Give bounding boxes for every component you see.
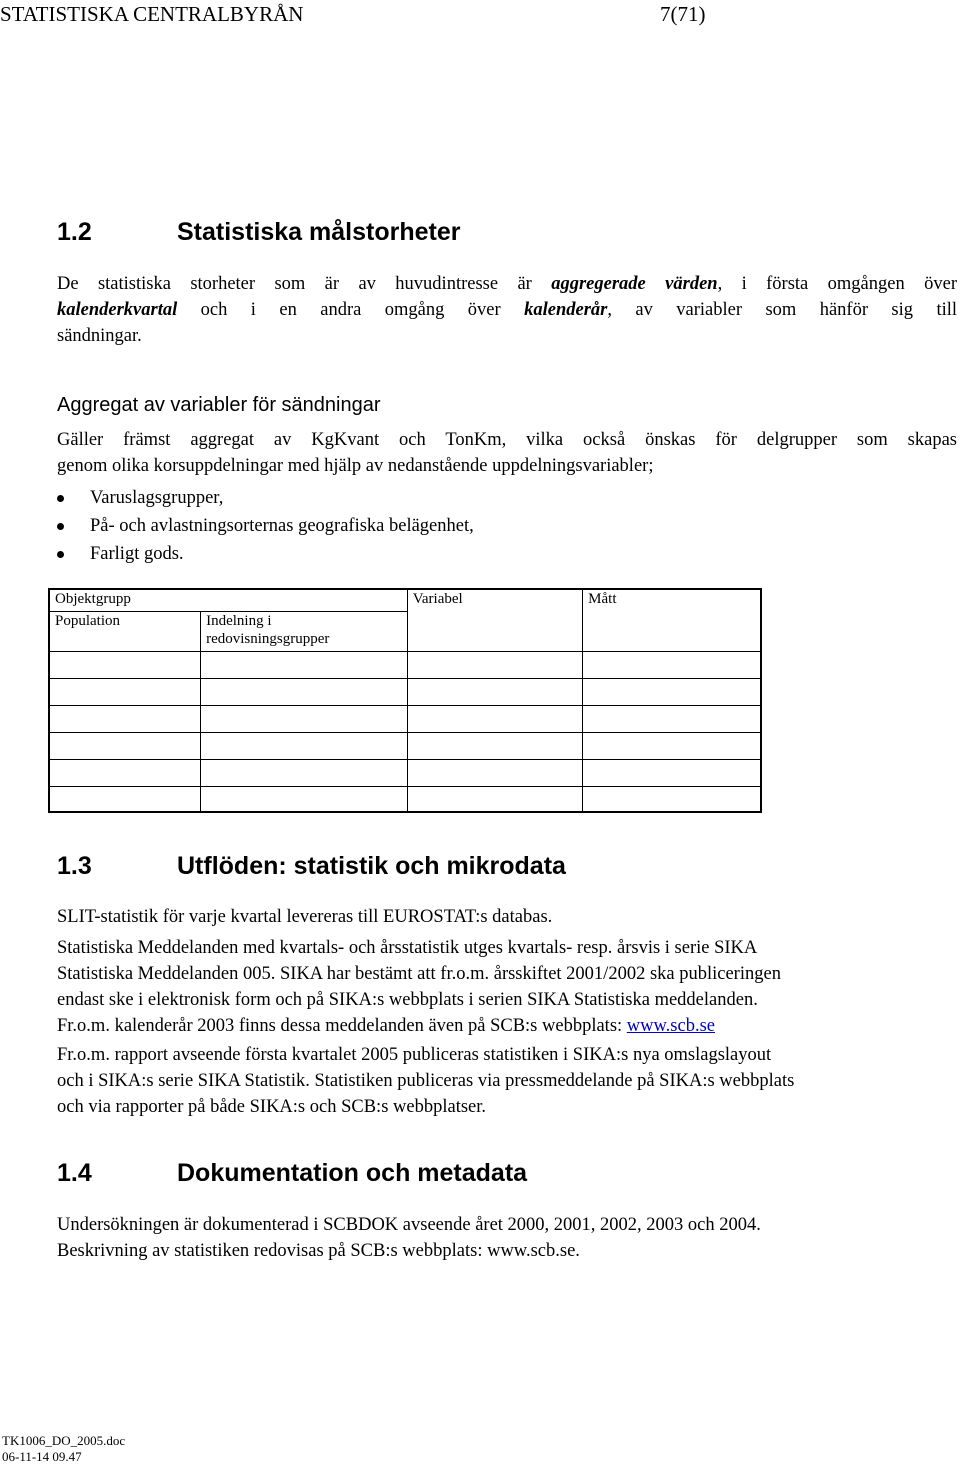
table-row: [49, 651, 761, 678]
list-item-text: Farligt gods.: [90, 544, 184, 564]
paragraph-rapport-line-2: och i SIKA:s serie SIKA Statistik. Statistiken publiceras via pressmeddelande på SIKA:s webbplats: [57, 1071, 795, 1091]
subsection-paragraph-line-1: Gäller främst aggregat av KgKvant och TonKm, vilka också önskas för delgrupper som skapas: [57, 430, 957, 450]
paragraph-sm-line-1: Statistiska Meddelanden med kvartals- och årsstatistik utges kvartals- resp. årsvis i serie SIKA: [57, 938, 758, 958]
list-item: [57, 540, 474, 568]
paragraph-sm-line-4: [57, 1013, 715, 1039]
table-header-row: [49, 589, 761, 611]
list-item-text: Varuslagsgrupper,: [90, 488, 224, 508]
text: Indelning i: [206, 612, 272, 629]
section-number: 1.4: [57, 1159, 92, 1187]
emphasis-aggregerade: aggregerade värden: [551, 274, 718, 294]
paragraph-intro-line-2: [57, 297, 957, 323]
bullet-icon: [57, 495, 64, 502]
subheader-indelning: [201, 611, 408, 651]
list-item: [57, 512, 474, 540]
list-item-text: På- och avlastningsorternas geografiska belägenhet,: [90, 516, 474, 536]
section-1-3-heading: [57, 852, 566, 881]
paragraph-scbdok: Undersökningen är dokumenterad i SCBDOK avseende året 2000, 2001, 2002, 2003 och 2004.: [57, 1215, 761, 1235]
paragraph-intro-line-3: sändningar.: [57, 326, 142, 346]
bullet-icon: [57, 551, 64, 558]
text: och i en andra omgång över: [177, 300, 525, 320]
header-matt: Mått: [583, 589, 761, 651]
paragraph-rapport-line-3: och via rapporter på både SIKA:s och SCB:s webbplatser.: [57, 1097, 487, 1117]
text: Fr.o.m. kalenderår 2003 finns dessa meddelanden även på SCB:s webbplats:: [57, 1016, 627, 1036]
section-title: Utflöden: statistik och mikrodata: [177, 852, 566, 880]
header-variabel: Variabel: [407, 589, 582, 651]
table-row: [49, 760, 761, 787]
page-number: 7(71): [660, 2, 706, 26]
paragraph-intro-line-1: [57, 271, 957, 297]
table-row: [49, 787, 761, 812]
section-number: 1.2: [57, 218, 92, 246]
paragraph-beskrivning: Beskrivning av statistiken redovisas på SCB:s webbplats: www.scb.se.: [57, 1241, 580, 1261]
section-number: 1.3: [57, 852, 92, 880]
text: redovisningsgrupper: [206, 630, 330, 647]
text: , i första omgången över: [717, 274, 957, 294]
section-1-2-heading: [57, 218, 460, 247]
scb-link[interactable]: www.scb.se: [626, 1016, 715, 1036]
table-row: [49, 678, 761, 705]
paragraph-sm-line-2: Statistiska Meddelanden 005. SIKA har bestämt att fr.o.m. årsskiftet 2001/2002 ska publiceringen: [57, 964, 781, 984]
subsection-heading: Aggregat av variabler för sändningar: [57, 394, 381, 416]
emphasis-kalenderar: kalenderår: [524, 300, 608, 320]
bullet-icon: [57, 523, 64, 530]
paragraph-sm-line-3: endast ske i elektronisk form och på SIKA:s webbplats i serien SIKA Statistiska meddelanden.: [57, 990, 758, 1010]
emphasis-kalenderkvartal: kalenderkvartal: [57, 300, 178, 320]
header-org: STATISTISKA CENTRALBYRÅN: [0, 2, 304, 26]
text: De statistiska storheter som är av huvudintresse är: [57, 274, 552, 294]
text: , av variabler som hänför sig till: [607, 300, 958, 320]
table-row: [49, 705, 761, 732]
variable-table: [48, 588, 762, 813]
paragraph-rapport-line-1: Fr.o.m. rapport avseende första kvartalet 2005 publiceras statistiken i SIKA:s nya omslagslayout: [57, 1045, 772, 1065]
header-objektgrupp: Objektgrupp: [49, 589, 407, 611]
subsection-paragraph-line-2: genom olika korsuppdelningar med hjälp av nedanstående uppdelningsvariabler;: [57, 456, 654, 476]
list-item: [57, 484, 474, 512]
footer-date: 06-11-14 09.47: [2, 1449, 82, 1464]
subheader-population: Population: [49, 611, 201, 651]
table-row: [49, 733, 761, 760]
bullet-list: [57, 484, 474, 568]
footer-filename: TK1006_DO_2005.doc: [2, 1433, 126, 1448]
paragraph-slit: SLIT-statistik för varje kvartal levereras till EUROSTAT:s databas.: [57, 907, 553, 927]
section-title: Statistiska målstorheter: [177, 218, 461, 246]
section-title: Dokumentation och metadata: [177, 1159, 528, 1187]
section-1-4-heading: [57, 1159, 527, 1188]
